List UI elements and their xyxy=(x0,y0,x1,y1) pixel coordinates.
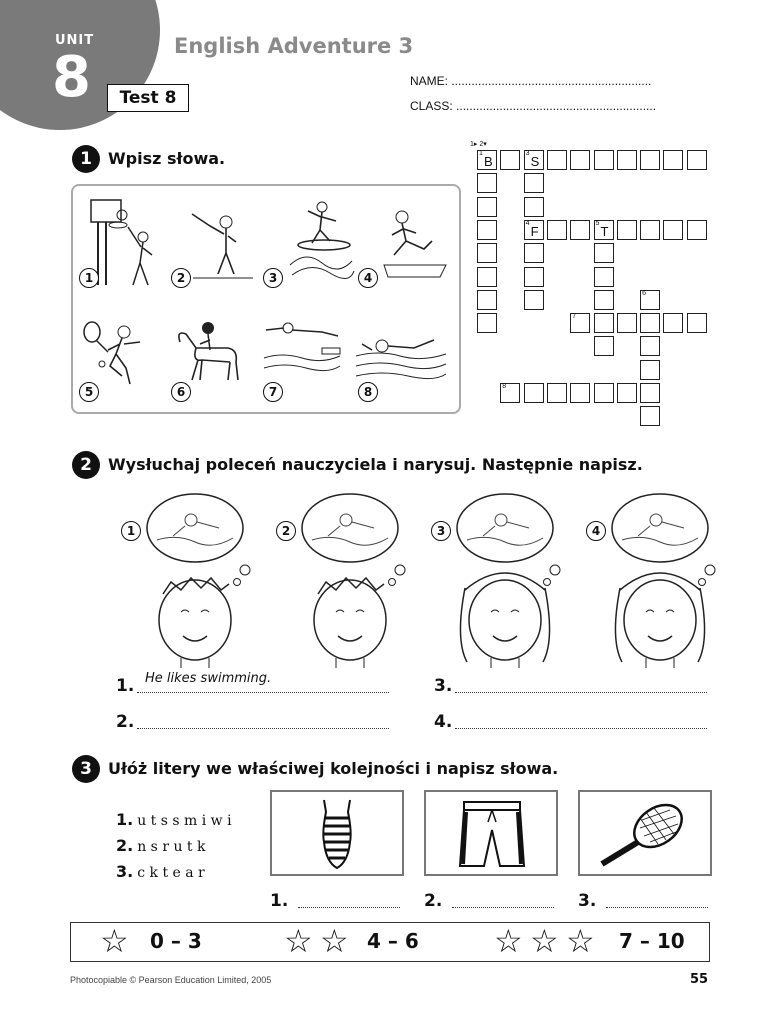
diving-icon xyxy=(262,318,342,378)
crossword-cell[interactable] xyxy=(594,313,614,333)
crossword-cell[interactable] xyxy=(524,197,544,217)
crossword-cell[interactable] xyxy=(500,383,520,403)
bubble-number-2: 2 xyxy=(276,521,296,541)
crossword-cell[interactable] xyxy=(617,383,637,403)
baseball-icon xyxy=(188,208,258,280)
thought-figure-3 xyxy=(425,490,585,674)
exercise-2-title: Wysłuchaj poleceń nauczyciela i narysuj. Następnie napisz. xyxy=(108,455,643,474)
test-label: Test 8 xyxy=(107,84,189,112)
running-icon xyxy=(380,205,450,280)
image-answer-1[interactable] xyxy=(298,907,400,908)
thought-bubble-surfing-icon xyxy=(580,490,740,670)
image-answer-2-label: 2. xyxy=(424,891,443,911)
bubble-number-1: 1 xyxy=(121,521,141,541)
scrambled-word-3: 3. c k t e a r xyxy=(116,862,205,881)
star-icon: ☆ xyxy=(494,922,523,960)
image-answer-3[interactable] xyxy=(606,907,708,908)
thought-bubble-tennis-icon xyxy=(425,490,585,670)
crossword-cell[interactable] xyxy=(477,220,497,240)
crossword-cell[interactable] xyxy=(617,313,637,333)
exercise-2-number: 2 xyxy=(72,451,100,479)
crossword-cell[interactable] xyxy=(524,290,544,310)
crossword-cell[interactable] xyxy=(640,313,660,333)
swimsuit-icon xyxy=(272,792,402,874)
crossword-cell[interactable] xyxy=(687,220,707,240)
answer-line-2-label: 2. xyxy=(116,712,135,732)
given-letter: F xyxy=(530,223,539,239)
clue-number: 4 xyxy=(525,219,530,227)
crossword-cell[interactable] xyxy=(663,313,683,333)
image-answer-1-label: 1. xyxy=(270,891,289,911)
crossword-cell[interactable] xyxy=(640,290,660,310)
crossword-cell[interactable] xyxy=(547,383,567,403)
crossword-cell[interactable] xyxy=(570,313,590,333)
star-icon: ☆ xyxy=(284,922,313,960)
crossword-cell[interactable] xyxy=(524,267,544,287)
star-icon: ☆ xyxy=(320,922,349,960)
clue-number-1: 1▸ 2▾ xyxy=(470,141,487,148)
crossword-cell[interactable] xyxy=(477,197,497,217)
crossword-cell[interactable] xyxy=(640,336,660,356)
thought-figure-2 xyxy=(270,490,430,674)
exercise-3-number: 3 xyxy=(72,755,100,783)
class-field[interactable]: CLASS: ............................................................ xyxy=(410,99,657,113)
crossword-cell[interactable] xyxy=(547,220,567,240)
crossword-cell[interactable] xyxy=(570,150,590,170)
crossword-cell[interactable] xyxy=(617,150,637,170)
shorts-image-box xyxy=(424,790,558,876)
answer-line-2[interactable] xyxy=(137,728,389,729)
crossword-cell[interactable] xyxy=(524,173,544,193)
horse-riding-icon xyxy=(172,318,250,388)
crossword-cell[interactable] xyxy=(477,243,497,263)
scrambled-word-1: 1. u t s s m i w i xyxy=(116,810,232,829)
crossword-cell[interactable] xyxy=(594,336,614,356)
crossword-cell[interactable] xyxy=(594,383,614,403)
copyright-notice: Photocopiable © Pearson Education Limited, 2005 xyxy=(70,975,272,985)
crossword-cell[interactable] xyxy=(524,243,544,263)
crossword-cell[interactable] xyxy=(570,220,590,240)
unit-number: 8 xyxy=(52,45,91,110)
crossword-cell[interactable] xyxy=(477,267,497,287)
clue-number: 5 xyxy=(595,219,600,227)
crossword-cell[interactable] xyxy=(594,267,614,287)
unit-label: UNIT xyxy=(55,33,95,48)
crossword-cell[interactable] xyxy=(640,406,660,426)
crossword-cell[interactable] xyxy=(477,290,497,310)
racket-icon xyxy=(580,792,710,874)
score-range-mid: 4 – 6 xyxy=(367,929,419,953)
clue-number: 3 xyxy=(525,150,530,157)
exercise-1-number: 1 xyxy=(72,145,100,173)
clue-number: 7 xyxy=(572,313,577,321)
given-letter: S xyxy=(530,154,540,169)
picture-number-2: 2 xyxy=(171,268,191,288)
clue-number: 6 xyxy=(642,289,646,297)
page-number: 55 xyxy=(690,972,709,987)
crossword-cell[interactable] xyxy=(570,383,590,403)
answer-line-3[interactable] xyxy=(455,692,707,693)
crossword-cell[interactable] xyxy=(500,150,520,170)
swimming-icon xyxy=(354,330,449,380)
exercise-3-title: Ułóż litery we właściwej kolejności i napisz słowa. xyxy=(108,759,559,778)
picture-number-1: 1 xyxy=(79,268,99,288)
crossword-cell[interactable] xyxy=(594,150,614,170)
thought-bubble-swimming-icon xyxy=(115,490,275,670)
picture-number-6: 6 xyxy=(171,382,191,402)
crossword-cell[interactable] xyxy=(687,150,707,170)
swimsuit-image-box xyxy=(270,790,404,876)
crossword-cell[interactable] xyxy=(663,220,683,240)
picture-number-8: 8 xyxy=(358,382,378,402)
answer-line-4[interactable] xyxy=(455,728,707,729)
picture-number-7: 7 xyxy=(263,382,283,402)
crossword-cell[interactable] xyxy=(477,313,497,333)
score-range-high: 7 – 10 xyxy=(619,929,685,953)
crossword-cell[interactable] xyxy=(617,220,637,240)
answer-line-1-label: 1. xyxy=(116,676,135,696)
crossword-cell[interactable] xyxy=(640,383,660,403)
crossword-cell[interactable] xyxy=(640,360,660,380)
crossword-cell[interactable] xyxy=(640,150,660,170)
book-title: English Adventure 3 xyxy=(174,34,414,58)
racket-image-box xyxy=(578,790,712,876)
clue-number: 8 xyxy=(502,383,507,390)
answer-line-3-label: 3. xyxy=(434,676,453,696)
thought-figure-4 xyxy=(580,490,740,674)
thought-figure-1 xyxy=(115,490,275,674)
crossword-cell[interactable] xyxy=(687,313,707,333)
example-answer: He likes swimming. xyxy=(145,671,272,686)
crossword-cell[interactable] xyxy=(594,290,614,310)
crossword-cell[interactable] xyxy=(524,150,544,170)
picture-number-3: 3 xyxy=(263,268,283,288)
answer-line-1[interactable] xyxy=(137,692,389,693)
answer-line-4-label: 4. xyxy=(434,712,453,732)
tennis-icon xyxy=(82,318,162,388)
crossword-cell[interactable] xyxy=(640,220,660,240)
clue-number: 1 xyxy=(479,150,483,157)
image-answer-3-label: 3. xyxy=(578,891,597,911)
crossword-cell[interactable] xyxy=(547,150,567,170)
crossword-cell[interactable] xyxy=(594,243,614,263)
crossword-cell[interactable] xyxy=(477,150,497,170)
name-field[interactable]: NAME: ............................................................ xyxy=(410,74,652,88)
given-letter: T xyxy=(600,223,609,239)
shorts-icon xyxy=(426,792,556,874)
thought-bubble-running-icon xyxy=(270,490,430,670)
crossword-cell[interactable] xyxy=(663,150,683,170)
scrambled-word-2: 2. n s r u t k xyxy=(116,836,206,855)
crossword-cell[interactable] xyxy=(524,220,544,240)
given-letter: B xyxy=(484,154,493,169)
bubble-number-4: 4 xyxy=(586,521,606,541)
image-answer-2[interactable] xyxy=(452,907,554,908)
picture-number-5: 5 xyxy=(79,382,99,402)
crossword-cell[interactable] xyxy=(594,220,614,240)
crossword-cell[interactable] xyxy=(477,173,497,193)
bubble-number-3: 3 xyxy=(431,521,451,541)
crossword-cell[interactable] xyxy=(524,383,544,403)
basketball-icon xyxy=(88,195,163,290)
surfing-icon xyxy=(286,195,356,280)
score-range-low: 0 – 3 xyxy=(150,929,202,953)
star-icon: ☆ xyxy=(100,922,129,960)
picture-number-4: 4 xyxy=(358,268,378,288)
star-icon: ☆ xyxy=(566,922,595,960)
exercise-1-title: Wpisz słowa. xyxy=(108,149,226,168)
star-icon: ☆ xyxy=(530,922,559,960)
